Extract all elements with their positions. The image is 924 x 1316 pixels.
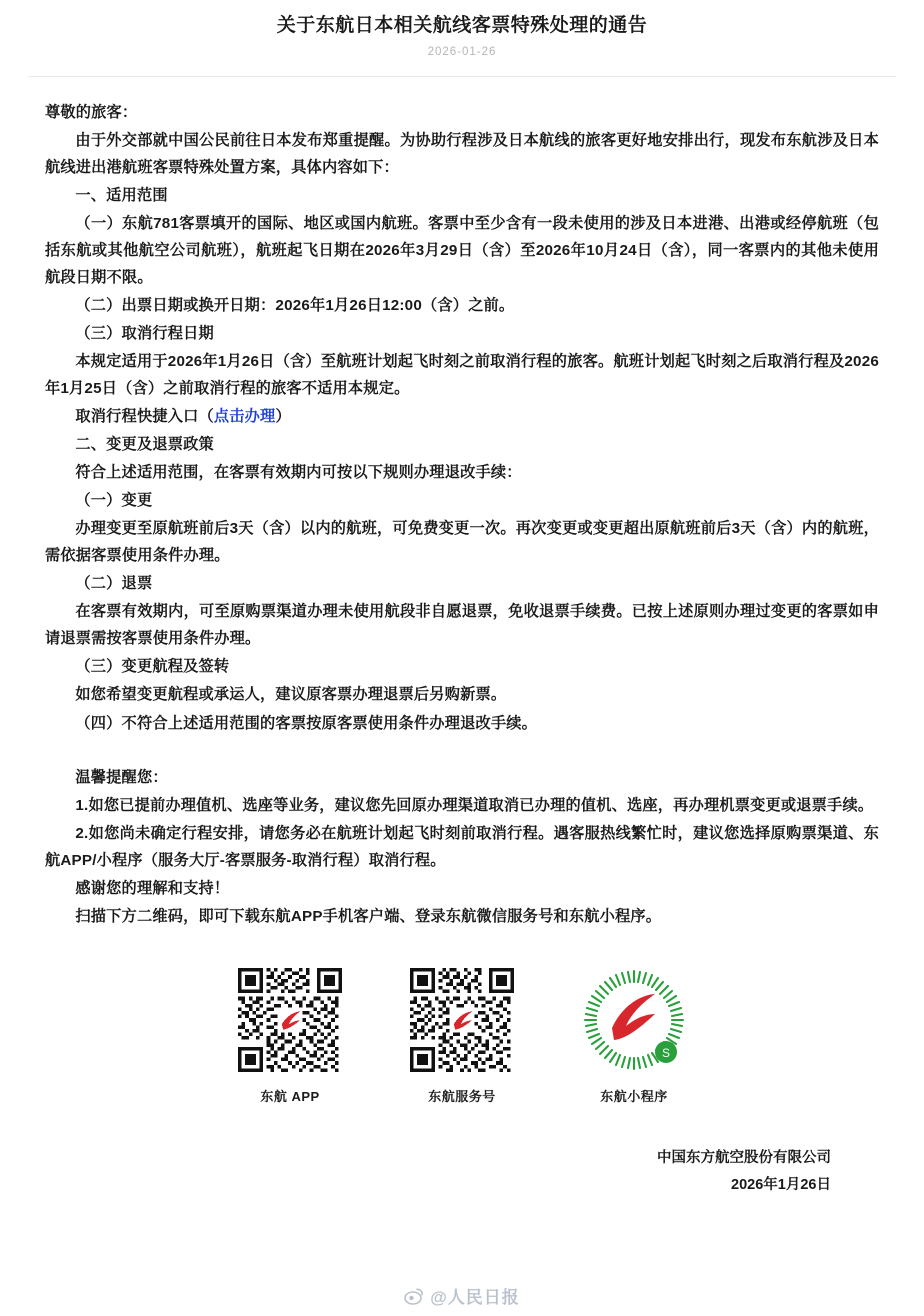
paragraph-reroute-detail: 如您希望变更航程或承运人，建议原客票办理退票后另购新票。 (75, 686, 507, 704)
document-footer (45, 1145, 879, 1200)
document-body (0, 77, 924, 1200)
airline-logo-icon (277, 1007, 302, 1032)
section-gap (45, 738, 879, 764)
section-heading-scope: 一、适用范围 (75, 186, 168, 204)
qr-label-app: 东航 APP (260, 1088, 320, 1104)
publish-date: 2026-01-26 (427, 45, 497, 58)
airline-logo-icon (449, 1007, 474, 1032)
paragraph-scope-3: （三）取消行程日期 (75, 324, 214, 342)
paragraph-policy-intro: 符合上述适用范围，在客票有效期内可按以下规则办理退改手续： (75, 464, 522, 482)
watermark (0, 1283, 924, 1308)
paragraph-scope-2: （二）出票日期或换开日期：2026年1月26日12:00（含）之前。 (75, 296, 515, 314)
footer-company: 中国东方航空股份有限公司 (657, 1149, 831, 1166)
weibo-icon (404, 1286, 424, 1306)
watermark-text: @人民日报 (430, 1288, 520, 1307)
subheading-reroute: （三）变更航程及签转 (75, 658, 230, 676)
reminder-title: 温馨提醒您： (75, 768, 168, 786)
document-header (0, 0, 924, 58)
paragraph-intro: 由于外交部就中国公民前往日本发布郑重提醒。为协助行程涉及日本航线的旅客更好地安排出行，现发布东航涉及日本航线进出港航班客票特殊处置方案，具体内容如下： (45, 131, 879, 176)
paragraph-scope-3-detail: 本规定适用于2026年1月26日（含）至航班计划起飞时刻之前取消行程的旅客。航班计划起飞时刻之后取消行程及2026年1月25日（含）之前取消行程的旅客不适用本规定。 (45, 352, 879, 397)
qr-code-svg (410, 968, 514, 1072)
qr-label-mini-program: 东航小程序 (600, 1088, 668, 1104)
reminder-item-2: 2.如您尚未确定行程安排，请您务必在航班计划起飞时刻前取消行程。遇客服热线繁忙时，建议您选择原购票渠道、东航APP/小程序（服务大厅-客票服务-取消行程）取消行程。 (45, 824, 879, 869)
scan-note: 扫描下方二维码，即可下载东航APP手机客户端、登录东航微信服务号和东航小程序。 (75, 907, 662, 925)
svg-text:S: S (661, 1045, 671, 1060)
qr-item-app (235, 968, 345, 1105)
qr-item-mini-program (579, 968, 689, 1105)
subheading-refund: （二）退票 (75, 575, 153, 593)
cancel-entry-prefix: 取消行程快捷入口（ (75, 408, 214, 426)
footer-date: 2026年1月26日 (731, 1177, 831, 1194)
paragraph-change-detail: 办理变更至原航班前后3天（含）以内的航班，可免费变更一次。再次变更或变更超出原航班前后3天（含）内的航班，需依据客票使用条件办理。 (45, 520, 879, 565)
qr-code-icon[interactable] (238, 968, 342, 1072)
mini-program-code-svg (582, 968, 686, 1072)
subheading-change: （一）变更 (75, 492, 153, 510)
qr-code-icon[interactable] (410, 968, 514, 1072)
cancel-entry-suffix: ） (275, 408, 291, 426)
reminder-item-1: 1.如您已提前办理值机、选座等业务，建议您先回原办理渠道取消已办理的值机、选座，再办理机票变更或退票手续。 (75, 796, 874, 814)
salutation: 尊敬的旅客： (45, 103, 138, 121)
cancel-trip-link[interactable]: 点击办理 (213, 408, 276, 426)
qr-code-row (45, 968, 879, 1105)
thanks-line: 感谢您的理解和支持！ (75, 879, 230, 897)
qr-item-service-account (407, 968, 517, 1105)
paragraph-scope-1: （一）东航781客票填开的国际、地区或国内航班。客票中至少含有一段未使用的涉及日本进港、出港或经停航班（包括东航或其他航空公司航班），航班起飞日期在2026年3月29日（含）至2026年10月24日（含），同一客票内的其他未使用航段日期不限。 (45, 214, 879, 286)
page-title: 关于东航日本相关航线客票特殊处理的通告 (276, 15, 648, 36)
qr-code-svg (238, 968, 342, 1072)
cancel-entry-line (45, 403, 879, 430)
paragraph-refund-detail: 在客票有效期内，可至原购票渠道办理未使用航段非自愿退票，免收退票手续费。已按上述原则办理过变更的客票如申请退票需按客票使用条件办理。 (45, 603, 879, 648)
section-heading-policy: 二、变更及退票政策 (75, 436, 214, 454)
qr-label-service-account: 东航服务号 (428, 1088, 496, 1104)
mini-program-badge-icon (655, 1041, 677, 1063)
paragraph-out-of-scope: （四）不符合上述适用范围的客票按原客票使用条件办理退改手续。 (75, 714, 538, 732)
mini-program-code-icon[interactable] (582, 968, 686, 1072)
